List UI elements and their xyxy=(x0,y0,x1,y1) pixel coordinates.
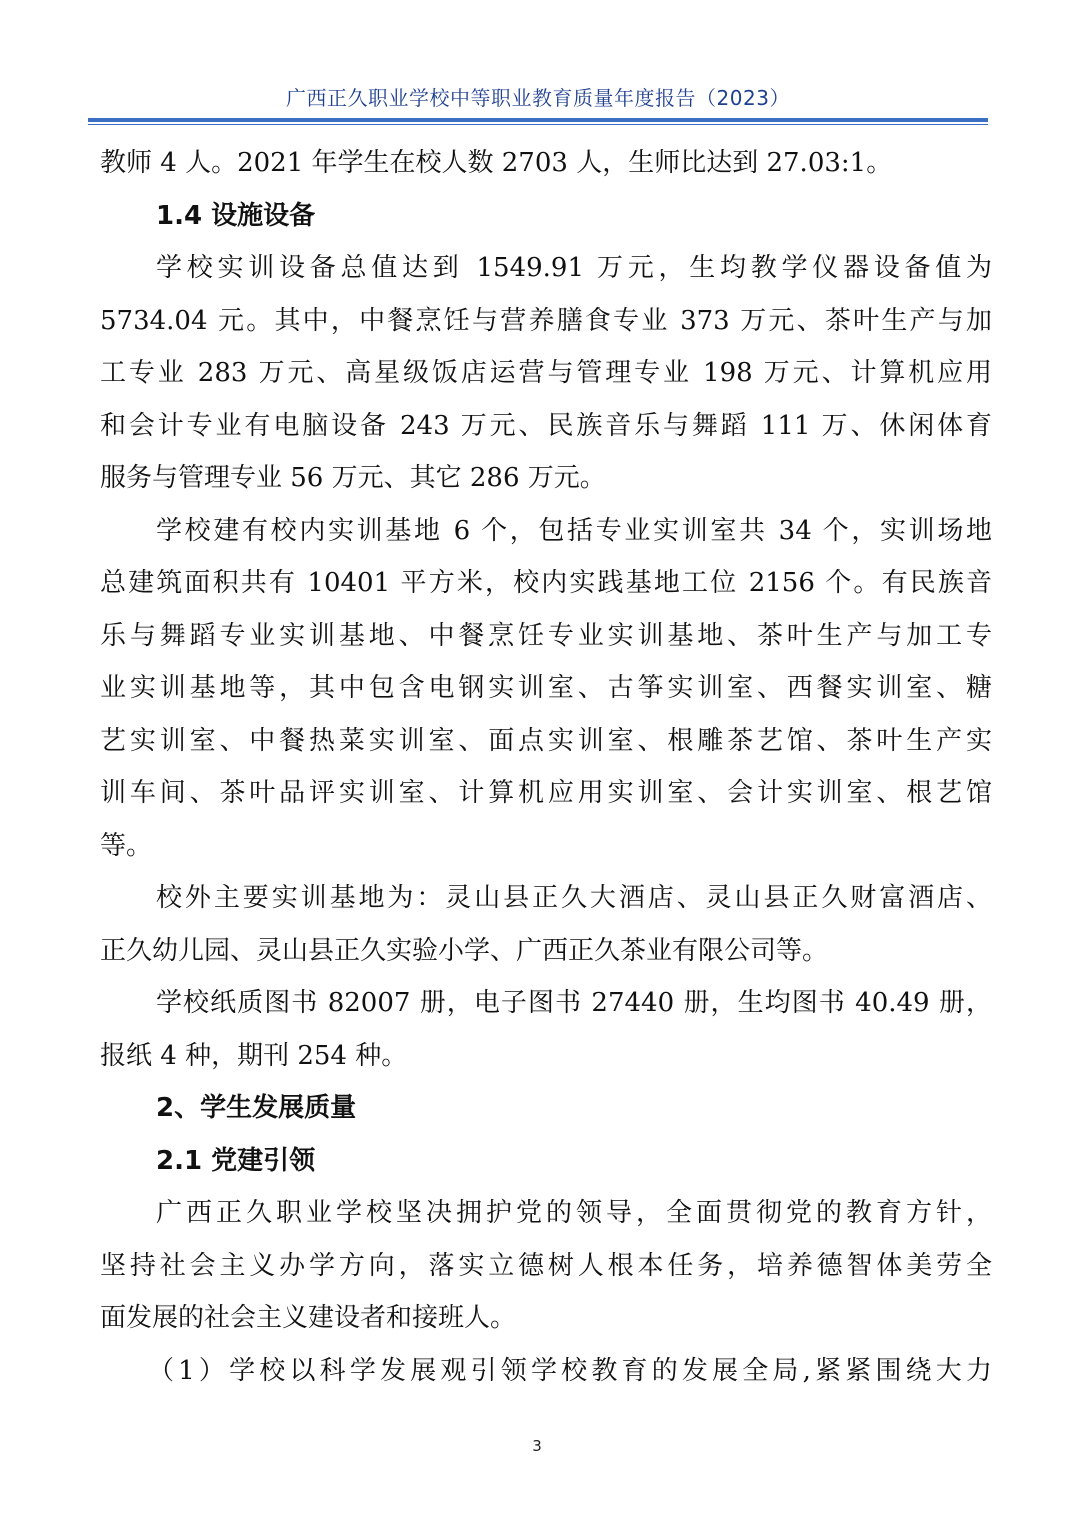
text-line: 服务与管理专业 56 万元、其它 286 万元。 xyxy=(100,463,606,493)
header-rule-thin xyxy=(88,124,988,125)
section-heading-student-development: 2、学生发展质量 xyxy=(156,1093,357,1123)
text-line: 工专业 283 万元、高星级饭店运营与管理专业 198 万元、计算机应用 xyxy=(100,358,992,388)
text-line: 报纸 4 种，期刊 254 种。 xyxy=(100,1040,408,1071)
text-line: 艺实训室、中餐热菜实训室、面点实训室、根雕茶艺馆、茶叶生产实 xyxy=(100,725,992,756)
section-heading-party-building: 2.1 党建引领 xyxy=(156,1145,316,1176)
header-rule-thick xyxy=(88,118,988,122)
text-line: 5734.04 元。其中，中餐烹饪与营养膳食专业 373 万元、茶叶生产与加 xyxy=(100,305,992,336)
page-header-title: 广西正久职业学校中等职业教育质量年度报告（2023） xyxy=(286,86,790,110)
text-line: 业实训基地等，其中包含电钢实训室、古筝实训室、西餐实训室、糖 xyxy=(100,673,992,703)
text-line: （1）学校以科学发展观引领学校教育的发展全局,紧紧围绕大力 xyxy=(148,1355,992,1386)
text-line: 学校建有校内实训基地 6 个，包括专业实训室共 34 个，实训场地 xyxy=(156,515,992,546)
text-line: 坚持社会主义办学方向，落实立德树人根本任务，培养德智体美劳全 xyxy=(100,1250,992,1281)
text-line: 等。 xyxy=(100,830,153,861)
text-line: 广西正久职业学校坚决拥护党的领导，全面贯彻党的教育方针， xyxy=(156,1198,992,1228)
text-line: 学校实训设备总值达到 1549.91 万元，生均教学仪器设备值为 xyxy=(156,253,992,283)
text-line: 正久幼儿园、灵山县正久实验小学、广西正久茶业有限公司等。 xyxy=(100,935,829,966)
text-line: 和会计专业有电脑设备 243 万元、民族音乐与舞蹈 111 万、休闲体育 xyxy=(100,410,992,441)
text-line: 乐与舞蹈专业实训基地、中餐烹饪专业实训基地、茶叶生产与加工专 xyxy=(100,620,992,651)
section-heading-facilities: 1.4 设施设备 xyxy=(156,200,316,231)
text-line: 教师 4 人。2021 年学生在校人数 2703 人，生师比达到 27.03:1。 xyxy=(100,148,893,178)
text-line: 学校纸质图书 82007 册，电子图书 27440 册，生均图书 40.49 册， xyxy=(156,988,992,1018)
text-line: 总建筑面积共有 10401 平方米，校内实践基地工位 2156 个。有民族音 xyxy=(100,568,992,598)
text-line: 面发展的社会主义建设者和接班人。 xyxy=(100,1303,517,1333)
page-number: 3 xyxy=(532,1437,542,1455)
document-body xyxy=(100,137,992,1397)
text-line: 校外主要实训基地为：灵山县正久大酒店、灵山县正久财富酒店、 xyxy=(156,883,992,913)
text-line: 训车间、茶叶品评实训室、计算机应用实训室、会计实训室、根艺馆 xyxy=(100,778,992,808)
